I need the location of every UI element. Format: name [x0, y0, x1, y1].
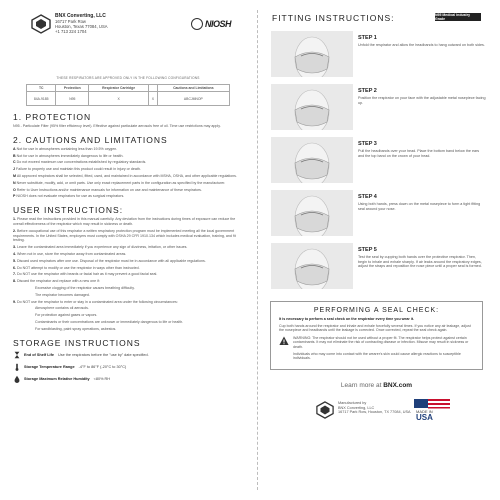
face-mask-illustration-icon — [271, 84, 353, 130]
instruction-number: 1. — [13, 217, 16, 222]
instruction-text: Discard used respirators after one use. Disposal of the respirator must be in accordance with all applicable regulations. — [17, 258, 206, 263]
protection-heading: 1. PROTECTION — [13, 112, 92, 122]
config-td-protection: N95 — [56, 92, 89, 106]
caution-text: All approved respirators shall be selected, fitted, used, and maintained in accordance with MSHA, OSHA, and other applicable regulations. — [16, 173, 237, 178]
caution-item — [13, 147, 243, 152]
step-illustration — [271, 137, 353, 183]
caution-key: C — [13, 160, 16, 165]
storage-value-humidity: <80% RH — [93, 376, 110, 381]
caution-text: Not for use in atmospheres containing less than 19.5% oxygen. — [16, 146, 118, 151]
caution-text: Failure to properly use and maintain this product could result in injury or death. — [16, 167, 141, 172]
storage-value-temp: -4°F to 86°F (-20°C to 30°C) — [78, 364, 127, 369]
seal-check-box — [270, 301, 483, 370]
instruction-number: 5. — [13, 258, 16, 263]
step-title: STEP 4 — [358, 194, 377, 200]
brand-header — [13, 10, 243, 48]
step-description: Unfold the respirator and allow the headbands to hang outward on both sides. — [358, 43, 485, 47]
seal-check-title: PERFORMING A SEAL CHECK: — [313, 307, 440, 314]
n95-badge: N95 Medical Industry Grade — [435, 13, 481, 21]
brand-address-1: 16717 Park Row — [55, 19, 86, 24]
face-mask-illustration-icon — [271, 137, 353, 183]
config-th-tc: TC — [27, 85, 56, 92]
caution-item — [13, 194, 243, 199]
step-text — [358, 194, 486, 211]
config-td-tc: 84A-9185 — [27, 92, 56, 106]
learn-more — [266, 382, 487, 389]
bnx-logo-icon — [31, 14, 51, 34]
config-th-cautions: Cautions and Limitations — [157, 85, 229, 92]
storage-row-shelf-life — [13, 351, 243, 359]
storage-label-temp: Storage Temperature Range — [24, 364, 75, 369]
instruction-text: Discard the respirator and replace with a new one if: — [17, 279, 100, 284]
instruction-text: Do NOT use the respirator with beards or facial hair as it may prevent a good facial seal. — [17, 272, 158, 277]
instruction-text: Contaminants or their concentrations are unknown or immediately dangerous to life or health. — [35, 319, 184, 324]
humidity-icon — [13, 375, 21, 383]
config-table-title: THESE RESPIRATORS ARE APPROVED ONLY IN THE FOLLOWING CONFIGURATIONS — [56, 76, 200, 80]
face-mask-illustration-icon — [271, 31, 353, 77]
instruction-item — [13, 286, 243, 291]
brand-name: BNX Converting, LLC — [55, 13, 106, 19]
seal-check-intro — [279, 317, 474, 322]
fitting-step-4 — [266, 190, 487, 238]
instruction-text: Leave the contaminated area immediately if you experience any sign of dizziness, irritation, or other issues. — [17, 245, 188, 250]
caution-key: N — [13, 180, 16, 185]
brand-address-2: Houston, Texas 77084, USA — [55, 24, 108, 29]
manufacturer-footer — [266, 397, 487, 423]
user-instructions-list — [13, 217, 243, 331]
brand-address — [55, 14, 108, 34]
config-th-protection: Protection — [56, 85, 89, 92]
caution-item — [13, 188, 243, 193]
instruction-item — [13, 313, 243, 318]
config-td-cautions: ABCJMNOP — [157, 92, 229, 106]
made-in-text: MADE IN — [416, 408, 433, 414]
manufactured-by: Manufactured by — [338, 400, 367, 405]
step-text — [358, 247, 486, 269]
step-title: STEP 5 — [358, 247, 377, 253]
caution-key: M — [13, 173, 16, 178]
step-illustration — [271, 84, 353, 130]
seal-check-instructions: Cup both hands around the respirator and inhale and exhale forcefully several times. If you notice any air leakage, adjust the nosepiece and headbands until the leakage is corrected. Once corrected, repeat the seal check again. — [279, 323, 471, 333]
caution-text: Not for use in atmospheres immediately dangerous to life or health. — [16, 153, 124, 158]
storage-heading: STORAGE INSTRUCTIONS — [13, 337, 141, 348]
caution-item — [13, 174, 243, 179]
caution-key: B — [13, 153, 16, 158]
step-description: Position the respirator on your face with the adjustable metal nosepiece facing up. — [358, 96, 486, 105]
instruction-number: 7. — [13, 272, 16, 277]
protection-text: N95 - Particulate Filter (95% filter efficiency level). Effective against particulate aerosols free of oil. Time use restrictions may apply. — [13, 124, 221, 128]
instruction-number: 3. — [13, 245, 16, 250]
step-text — [358, 141, 486, 158]
fitting-step-1 — [266, 31, 487, 79]
instruction-item — [13, 293, 243, 298]
config-table-row — [27, 92, 230, 106]
instruction-number: 2. — [13, 228, 16, 233]
step-title: STEP 1 — [358, 35, 377, 41]
instruction-text: For protection against gases or vapors. — [35, 313, 98, 318]
instruction-item — [13, 217, 243, 227]
seal-warning-1: WARNING: The respirator should not be used without a proper fit. The respirator helps protect against certain contaminants. It may not eliminate the risk of contracting disease or infection. Misuse may result in sickness or death. — [293, 335, 469, 349]
fitting-step-3 — [266, 137, 487, 185]
instruction-text: For sandblasting, paint spray operations, asbestos. — [35, 326, 117, 331]
hourglass-icon — [13, 351, 21, 359]
caution-text: Do not exceed maximum use concentrations established by regulatory standards. — [16, 160, 147, 165]
step-description: Pull the headbands over your head. Place the bottom band below the ears and the top band on the crown of your head. — [358, 149, 480, 158]
face-mask-illustration-icon — [271, 243, 353, 289]
config-th-cartridge: Respirator Cartridge — [89, 85, 149, 92]
manufacturer-text — [338, 401, 411, 415]
left-panel — [13, 10, 243, 490]
instruction-text: Please read the instructions provided in this manual carefully. Any deviation from the instructions during times of exposure can reduce the overall effectiveness of the respirator which may result in sickness or death. — [13, 217, 236, 226]
step-title: STEP 2 — [358, 88, 377, 94]
warning-icon — [279, 336, 289, 346]
seal-warning — [279, 336, 474, 363]
thermometer-icon — [13, 363, 21, 371]
caution-key: P — [13, 194, 16, 199]
config-td-x2: X — [148, 92, 157, 106]
fitting-header — [266, 12, 487, 26]
step-description: Test the seal by cupping both hands over the protective respirator. Then, begin to inhale and exhale sharply. If air leaks around the respiratory edges, adjust the straps and reposition the nose piece until a proper seal is formed. — [358, 255, 482, 269]
instruction-item — [13, 266, 243, 271]
learn-more-prefix: Learn more at — [340, 381, 382, 389]
instruction-text: When not in use, store the respirator away from contaminated areas. — [17, 251, 127, 256]
caution-key: J — [13, 167, 15, 172]
fitting-step-2 — [266, 84, 487, 132]
niosh-wordmark: NIOSH — [204, 19, 231, 29]
fitting-title: FITTING INSTRUCTIONS: — [272, 13, 395, 23]
instruction-item — [13, 306, 243, 311]
caution-item — [13, 160, 243, 165]
config-td-x1: X — [89, 92, 149, 106]
storage-label-humidity: Storage Maximum Relative Humidity — [24, 376, 90, 381]
caution-text: Refer to User Instructions and/or maintenance manuals for information on use and maintenance of these respirators. — [16, 187, 202, 192]
step-description: Using both hands, press down on the metal nosepiece to form a tight fitting seal around your nose. — [358, 202, 481, 211]
instruction-item — [13, 245, 243, 250]
instruction-number: 8. — [13, 279, 16, 284]
seal-warning-2: Individuals who may come into contact with the wearer's skin could cause allergic reactions to susceptible individuals. — [293, 351, 461, 361]
instruction-item — [13, 259, 243, 264]
instruction-number: 4. — [13, 251, 16, 256]
instruction-text: Before occupational use of this respirator a written respiratory protection program must be implemented meeting all the local government requirements. In the United States, employers must comply with OSHA 29 CFR 1910.134 which includes medical evaluation, training, and fit testing. — [13, 228, 236, 243]
usa-text: USA — [416, 412, 433, 421]
instruction-text: Atmosphere contains oil aerosols. — [35, 306, 89, 311]
instruction-item — [13, 279, 243, 284]
caution-item — [13, 154, 243, 159]
caution-text: Never substitute, modify, add, or omit parts. Use only exact replacement parts in the configuration as specified by the manufacturer. — [16, 180, 226, 185]
instruction-text: Do NOT use the respirator to enter or stay in a contaminated area under the following circumstances: — [17, 299, 178, 304]
cautions-list — [13, 147, 243, 199]
step-text — [358, 35, 486, 48]
instruction-item — [13, 272, 243, 277]
fitting-steps — [266, 31, 487, 291]
instruction-text: The respirator becomes damaged. — [35, 292, 90, 297]
instruction-number: 6. — [13, 265, 16, 270]
caution-key: O — [13, 187, 16, 192]
storage-label-shelf: End of Shelf Life — [24, 352, 54, 357]
learn-more-link[interactable]: BNX.com — [383, 381, 413, 389]
niosh-seal-icon — [191, 18, 203, 30]
made-in-usa-flag-icon — [414, 399, 450, 421]
step-illustration — [271, 31, 353, 77]
step-illustration — [271, 190, 353, 236]
instruction-item — [13, 327, 243, 332]
instruction-item — [13, 320, 243, 325]
storage-row-temperature — [13, 363, 243, 371]
step-illustration — [271, 243, 353, 289]
instruction-text: Excessive clogging of the respirator causes breathing difficulty. — [35, 285, 135, 290]
brand-phone: +1 713 224 1704 — [55, 29, 87, 34]
cautions-heading: 2. CAUTIONS AND LIMITATIONS — [13, 134, 168, 145]
caution-item — [13, 167, 243, 172]
config-th-blank — [148, 85, 157, 92]
seal-check-intro-text: It is necessary to perform a seal check on the respirator every time you wear it. — [279, 317, 415, 321]
face-mask-illustration-icon — [271, 190, 353, 236]
user-instructions-heading: USER INSTRUCTIONS: — [13, 205, 124, 216]
manufacturer-address: 16717 Park Row, Houston, TX 77084, USA — [338, 410, 411, 415]
instruction-item — [13, 252, 243, 257]
instruction-item — [13, 229, 243, 243]
caution-key: A — [13, 146, 16, 151]
step-title: STEP 3 — [358, 141, 377, 147]
right-panel — [257, 10, 487, 490]
storage-value-shelf: Use the respirators before the "use by" date specified. — [57, 352, 149, 357]
caution-text: NIOSH does not evaluate respirators for use as surgical respirators. — [16, 194, 125, 199]
manufacturer-name: BNX Converting, LLC — [338, 405, 375, 410]
storage-row-humidity — [13, 375, 243, 383]
caution-item — [13, 181, 243, 186]
niosh-logo — [191, 18, 231, 30]
config-table-header — [27, 85, 230, 92]
step-text — [358, 88, 486, 105]
bnx-logo-icon — [316, 401, 334, 419]
instruction-item — [13, 300, 243, 305]
instruction-text: Do NOT attempt to modify or use the respirator in ways other than instructed. — [17, 265, 140, 270]
fitting-step-5 — [266, 243, 487, 291]
config-table — [26, 84, 230, 106]
instruction-number: 9. — [13, 299, 16, 304]
